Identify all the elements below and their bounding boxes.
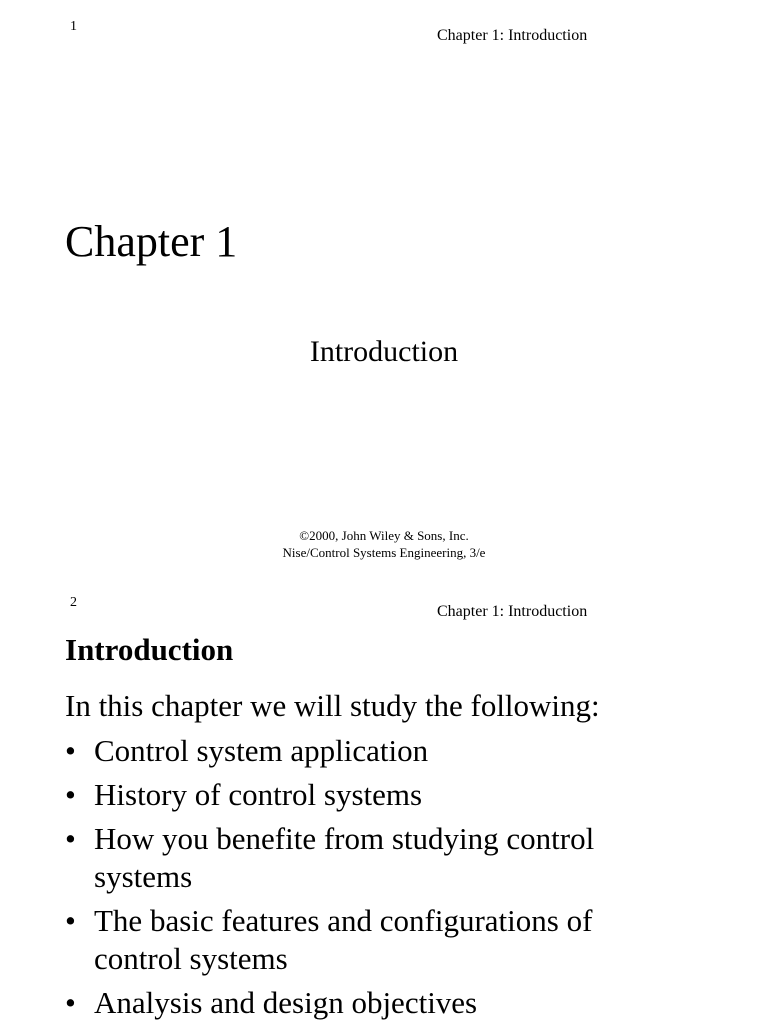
bullet-dot-icon: • (65, 777, 76, 812)
bullet-dot-icon: • (65, 733, 76, 768)
bullet-text: The basic features and configurations of control systems (94, 903, 593, 976)
bullet-dot-icon: • (65, 903, 76, 938)
bullet-item (65, 820, 685, 896)
bullet-item (65, 984, 685, 1022)
lead-text: In this chapter we will study the following: (65, 688, 600, 723)
copyright-notice (0, 527, 768, 561)
bullet-dot-icon: • (65, 985, 76, 1020)
slide-2 (0, 580, 768, 1024)
bullet-text: How you benefite from studying control systems (94, 821, 595, 894)
bullet-text: Control system application (94, 733, 429, 768)
slide-number: 1 (70, 19, 77, 34)
bullet-text: Analysis and design objectives (94, 985, 478, 1020)
running-header: Chapter 1: Introduction (437, 27, 588, 44)
running-header: Chapter 1: Introduction (437, 603, 588, 620)
bullet-text: History of control systems (94, 777, 423, 812)
bullet-item (65, 902, 685, 978)
bullet-item (65, 732, 685, 770)
bullet-item (65, 776, 685, 814)
copyright-line-2: Nise/Control Systems Engineering, 3/e (282, 545, 486, 560)
chapter-title: Chapter 1 (65, 217, 238, 266)
chapter-subtitle: Introduction (309, 335, 459, 368)
copyright-line-1: ©2000, John Wiley & Sons, Inc. (299, 528, 469, 543)
bullet-dot-icon: • (65, 821, 76, 856)
bullet-list (65, 732, 685, 1028)
section-heading: Introduction (65, 632, 234, 667)
slide-number: 2 (70, 595, 77, 610)
